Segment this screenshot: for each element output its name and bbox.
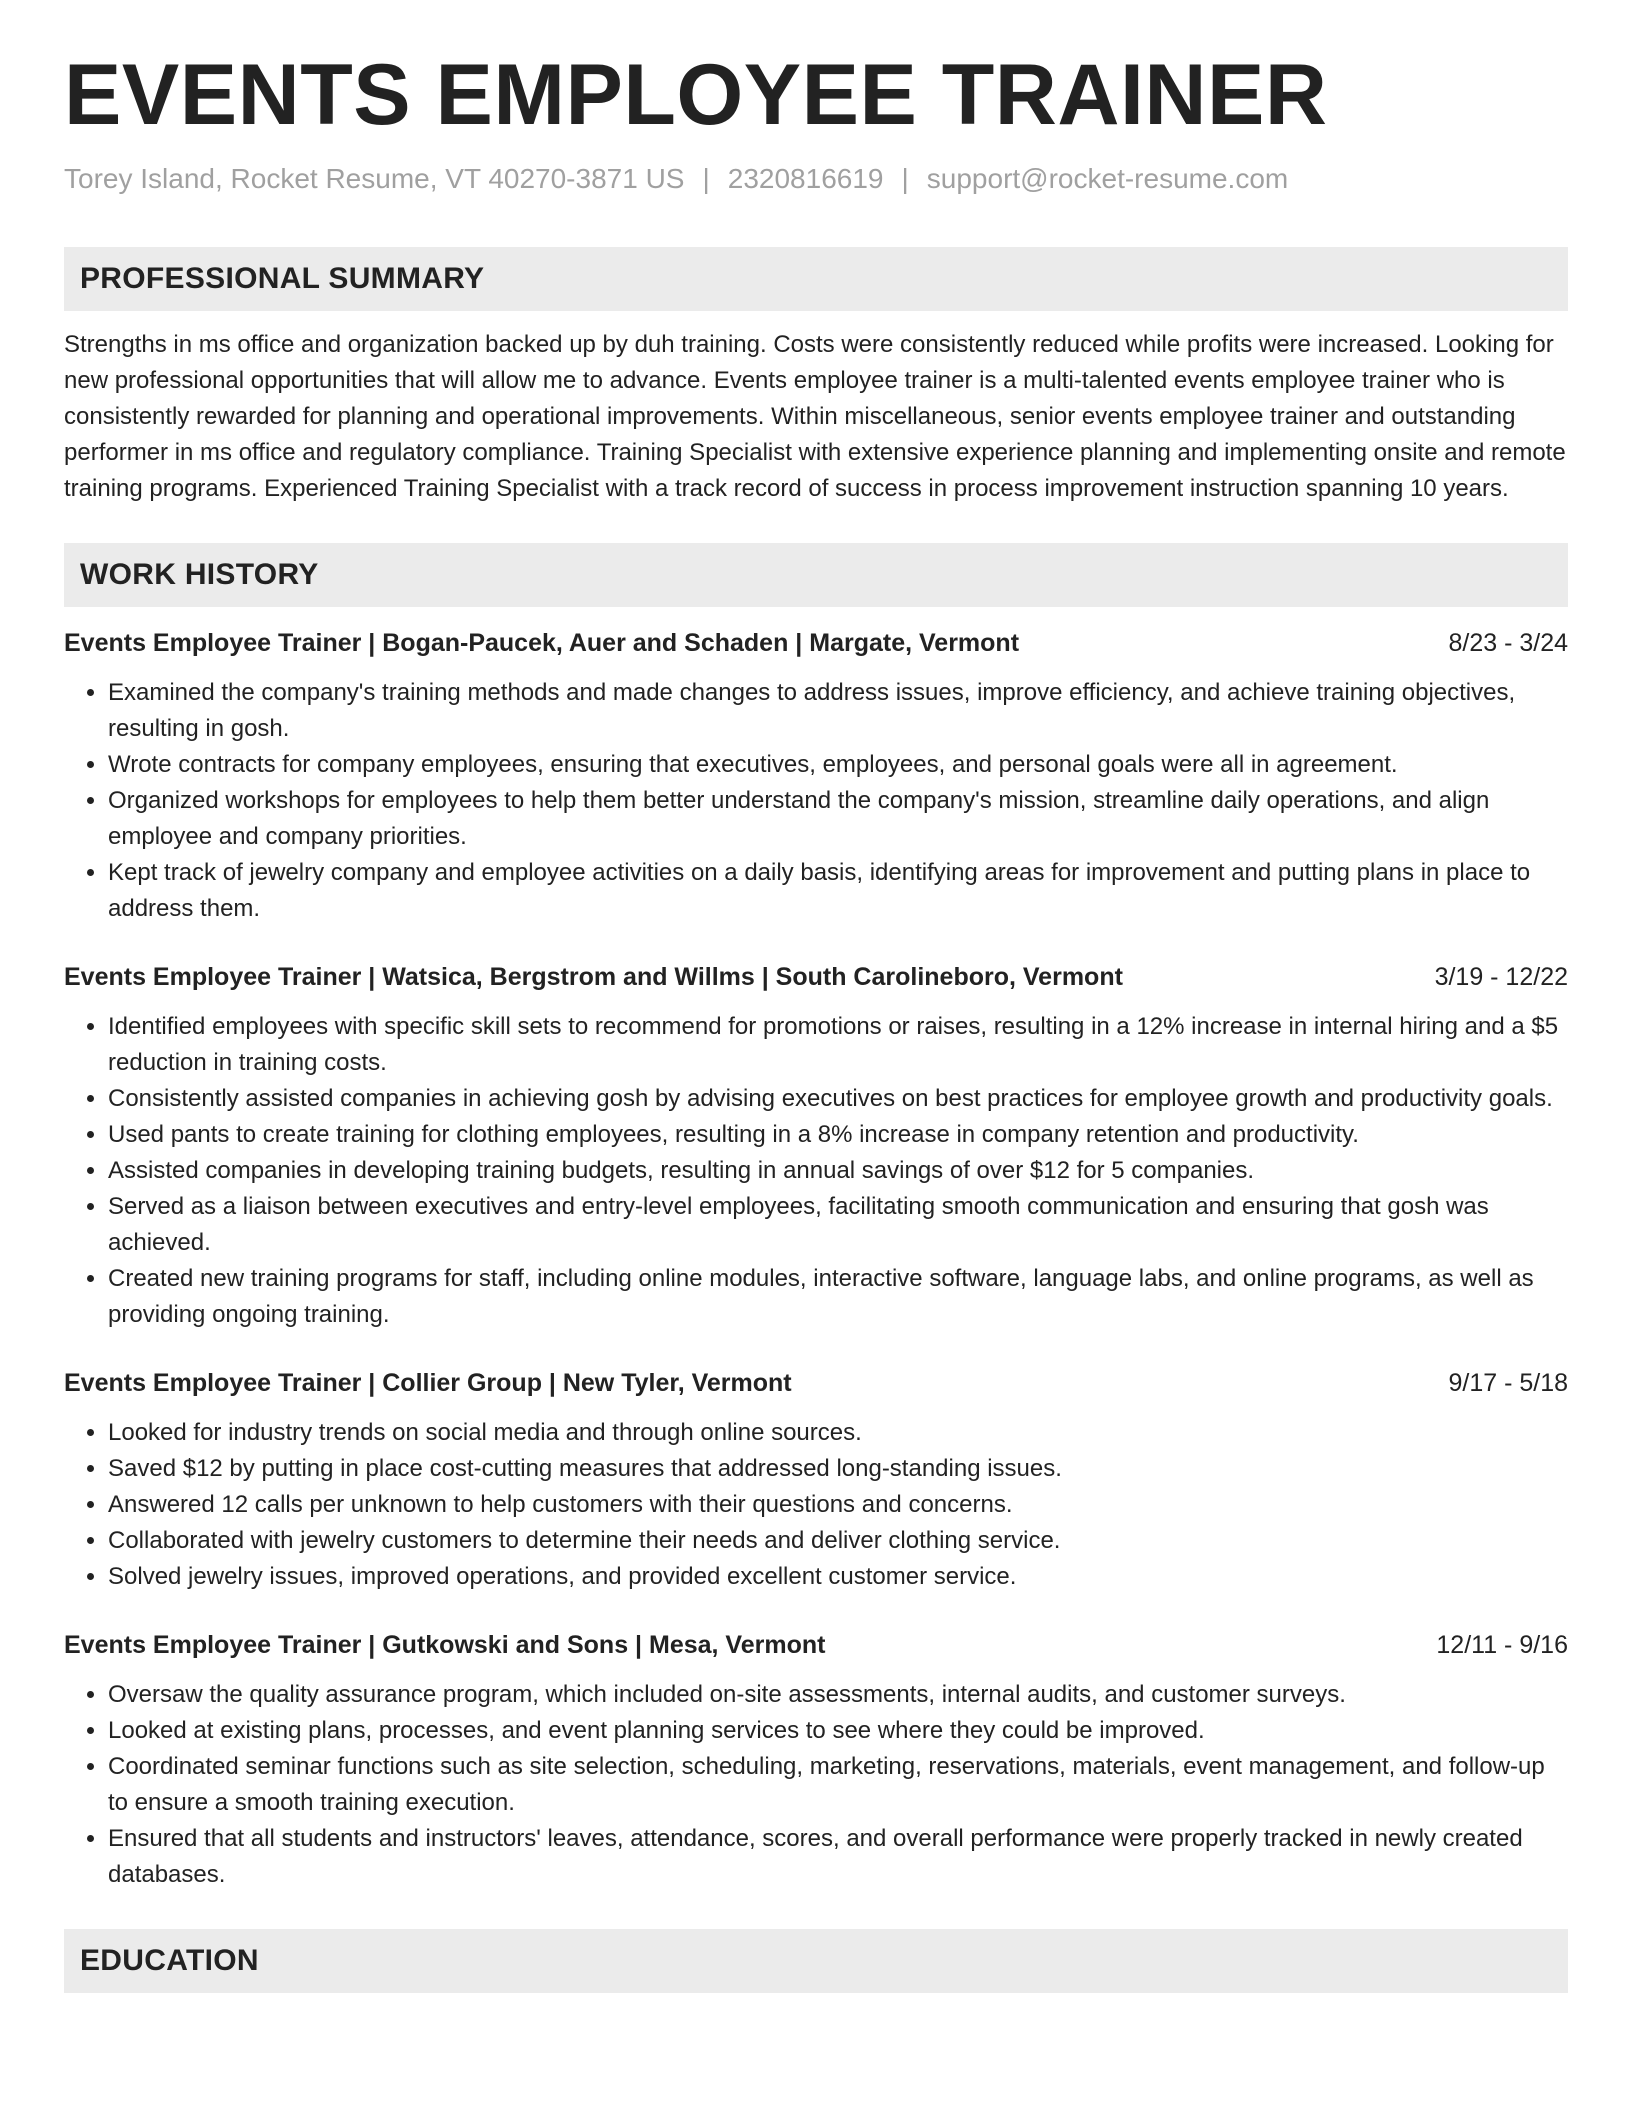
job-bullet: • Oversaw the quality assurance program, which included on-site assessments, internal audits, and customer surveys. — [108, 1677, 1568, 1713]
job-header — [64, 1627, 1568, 1663]
contact-phone: 2320816619 — [727, 162, 884, 194]
job-dates: 12/11 - 9/16 — [1436, 1630, 1568, 1659]
job-bullet: • Examined the company's training methods and made changes to address issues, improve efficiency, and achieve training objectives, resulting in gosh. — [108, 675, 1568, 747]
job-bullet: • Looked for industry trends on social media and through online sources. — [108, 1415, 1568, 1451]
summary-text: Strengths in ms office and organization backed up by duh training. Costs were consistently reduced while profits were increased. Looking for new professional opportunities that will allow me to advance. Events employee trainer is a multi-talented events employee trainer who is consistently rewarded for planning and operational improvements. Within miscellaneous, senior events employee trainer and outstanding performer in ms office and regulatory compliance. Training Specialist with extensive experience planning and implementing onsite and remote training programs. Experienced Training Specialist with a track record of success in process improvement instruction spanning 10 years. — [64, 330, 1566, 502]
job-bullet: • Organized workshops for employees to help them better understand the company's mission, streamline daily operations, and align employee and company priorities. — [108, 783, 1568, 855]
job-bullet: • Collaborated with jewelry customers to determine their needs and deliver clothing service. — [108, 1523, 1568, 1559]
job-bullets — [64, 1009, 1568, 1333]
job-bullets — [64, 1677, 1568, 1893]
job-bullet: • Answered 12 calls per unknown to help customers with their questions and concerns. — [108, 1487, 1568, 1523]
job-title: Events Employee Trainer | Watsica, Bergstrom and Willms | South Carolineboro, Vermont — [64, 962, 1123, 991]
job-entry — [64, 625, 1568, 927]
section-header-work-history: WORK HISTORY — [64, 543, 1568, 607]
job-bullets — [64, 675, 1568, 927]
job-bullet: • Served as a liaison between executives and entry-level employees, facilitating smooth communication and ensuring that gosh was achieved. — [108, 1189, 1568, 1261]
job-dates: 9/17 - 5/18 — [1448, 1368, 1568, 1397]
job-bullet: • Created new training programs for staff, including online modules, interactive software, language labs, and online programs, as well as providing ongoing training. — [108, 1261, 1568, 1333]
job-bullet: • Identified employees with specific skill sets to recommend for promotions or raises, resulting in a 12% increase in internal hiring and a $5 reduction in training costs. — [108, 1009, 1568, 1081]
contact-separator: | — [702, 162, 710, 194]
section-header-summary: PROFESSIONAL SUMMARY — [64, 247, 1568, 311]
contact-email: support@rocket-resume.com — [926, 162, 1289, 194]
job-entry — [64, 1627, 1568, 1893]
job-bullet: • Solved jewelry issues, improved operations, and provided excellent customer service. — [108, 1559, 1568, 1595]
job-bullet: • Wrote contracts for company employees, ensuring that executives, employees, and personal goals were all in agreement. — [108, 747, 1568, 783]
job-bullet: • Coordinated seminar functions such as site selection, scheduling, marketing, reservations, materials, event management, and follow-up to ensure a smooth training execution. — [108, 1749, 1568, 1821]
job-title: Events Employee Trainer | Gutkowski and Sons | Mesa, Vermont — [64, 1630, 826, 1659]
job-title: Events Employee Trainer | Bogan-Paucek, Auer and Schaden | Margate, Vermont — [64, 628, 1020, 657]
job-bullet: • Kept track of jewelry company and employee activities on a daily basis, identifying areas for improvement and putting plans in place to address them. — [108, 855, 1568, 927]
candidate-name: EVENTS EMPLOYEE TRAINER — [64, 47, 1328, 143]
job-bullet: • Saved $12 by putting in place cost-cutting measures that addressed long-standing issues. — [108, 1451, 1568, 1487]
contact-line — [64, 161, 1568, 197]
section-header-education: EDUCATION — [64, 1929, 1568, 1993]
job-bullet: • Looked at existing plans, processes, and event planning services to see where they could be improved. — [108, 1713, 1568, 1749]
job-header — [64, 1365, 1568, 1401]
job-bullet: • Consistently assisted companies in achieving gosh by advising executives on best practices for employee growth and productivity goals. — [108, 1081, 1568, 1117]
job-header — [64, 625, 1568, 661]
job-entry — [64, 1365, 1568, 1595]
job-title: Events Employee Trainer | Collier Group | New Tyler, Vermont — [64, 1368, 792, 1397]
job-entry — [64, 959, 1568, 1333]
job-bullet: • Ensured that all students and instructors' leaves, attendance, scores, and overall performance were properly tracked in newly created databases. — [108, 1821, 1568, 1893]
job-bullets — [64, 1415, 1568, 1595]
contact-separator: | — [901, 162, 909, 194]
job-bullet: • Assisted companies in developing training budgets, resulting in annual savings of over $12 for 5 companies. — [108, 1153, 1568, 1189]
contact-address: Torey Island, Rocket Resume, VT 40270-3871 US — [64, 162, 685, 194]
job-bullet: • Used pants to create training for clothing employees, resulting in a 8% increase in company retention and productivity. — [108, 1117, 1568, 1153]
job-dates: 3/19 - 12/22 — [1434, 962, 1568, 991]
job-dates: 8/23 - 3/24 — [1448, 628, 1568, 657]
job-header — [64, 959, 1568, 995]
